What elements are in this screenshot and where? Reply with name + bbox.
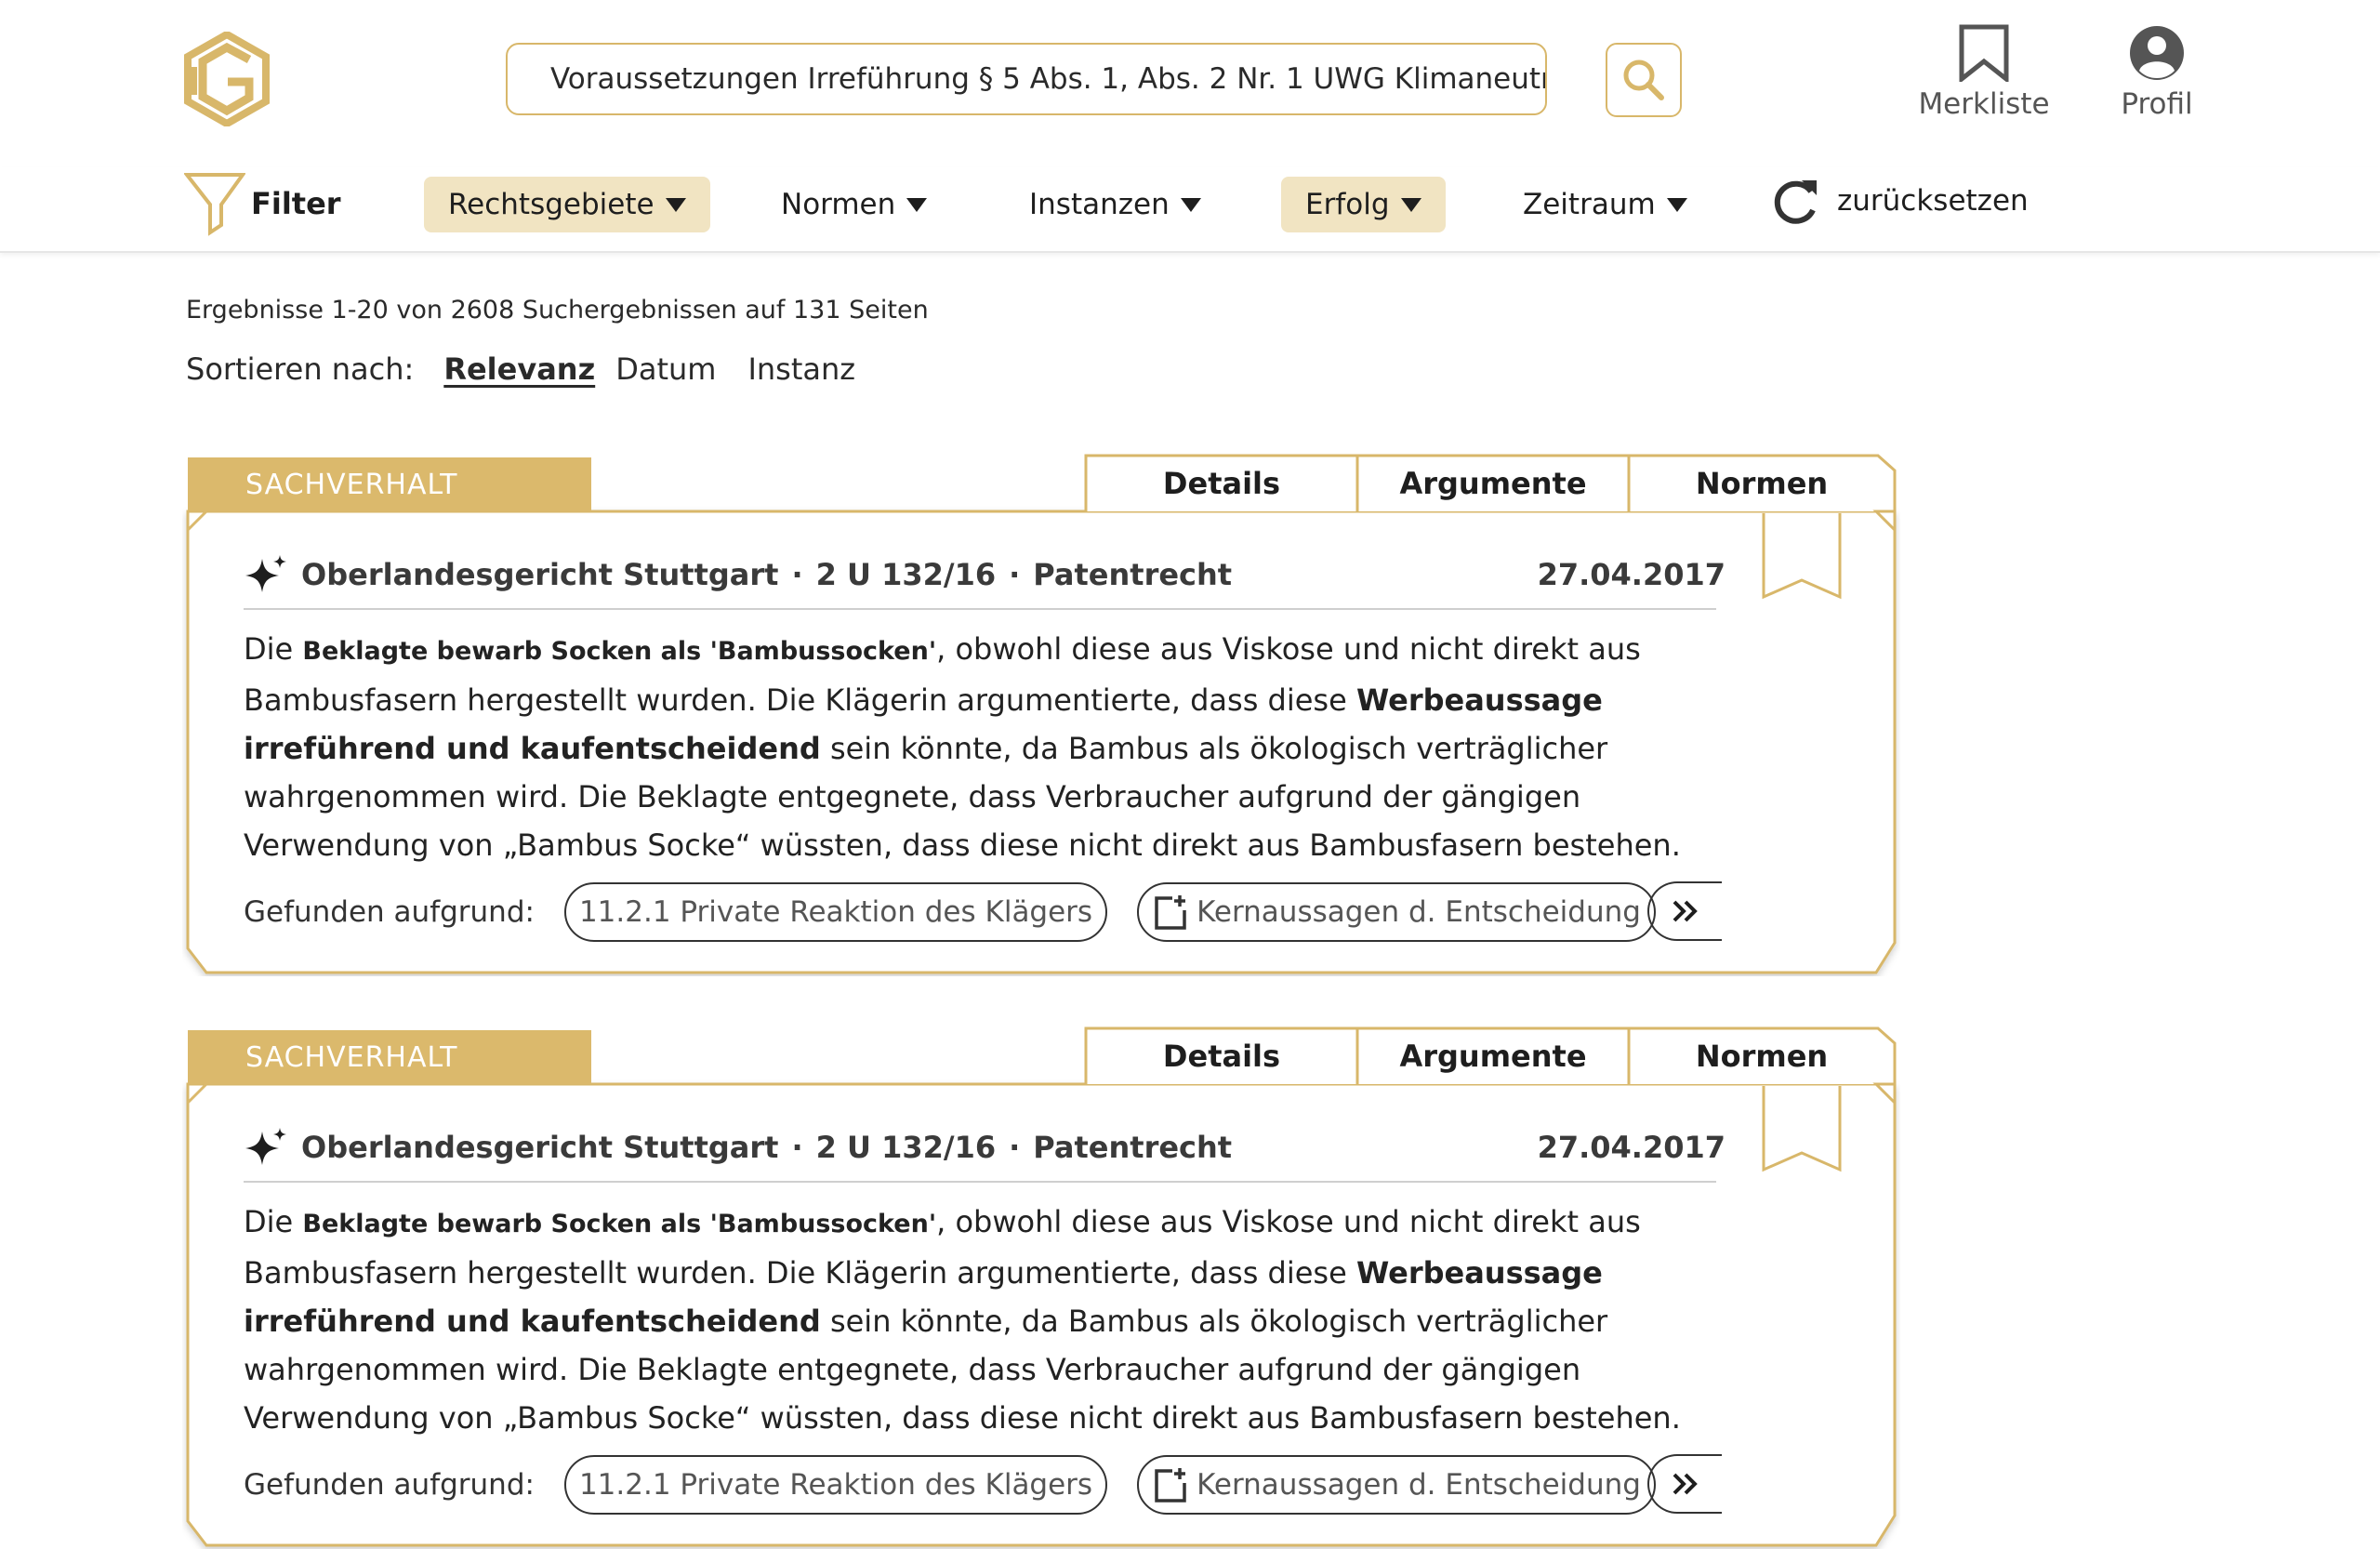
divider <box>244 1181 1716 1183</box>
tab-details[interactable]: Details <box>1162 1039 1281 1074</box>
summary-highlight: Werbeaussage irreführend und kaufentscheidend <box>244 682 1603 766</box>
more-reasons-button[interactable] <box>1647 881 1722 941</box>
chip-label: Zeitraum <box>1523 188 1656 221</box>
filter-button[interactable] <box>184 171 341 236</box>
summary-highlight: Beklagte bewarb Socken als 'Bambussocken' <box>302 1210 937 1238</box>
result-count: Ergebnisse 1-20 von 2608 Suchergebnissen auf 131 Seiten <box>186 296 929 324</box>
reason-tag-label: Kernaussagen d. Entscheidung <box>1197 895 1641 929</box>
more-reasons-button[interactable] <box>1647 1454 1722 1514</box>
case-number: 2 U 132/16 <box>815 557 997 592</box>
caret-down-icon <box>666 198 686 212</box>
summary-text: , obwohl diese aus Viskose und nicht direkt aus Bambusfasern hergestellt wurden. Die Klägerin argumentierte, dass diese <box>244 631 1641 718</box>
reset-icon <box>1770 173 1820 229</box>
summary-text: , obwohl diese aus Viskose und nicht direkt aus Bambusfasern hergestellt wurden. Die Klägerin argumentierte, dass diese <box>244 1204 1641 1291</box>
sort-label: Sortieren nach: <box>186 351 415 387</box>
tab-details[interactable]: Details <box>1162 466 1281 501</box>
summary-text: sein könnte, da Bambus als ökologisch verträglicher wahrgenommen wird. Die Beklagte entgegnete, dass Verbraucher aufgrund der gängigen Verwendung von „Bambus Socke“ wüssten, dass diese nicht direkt aus Bambusfasern bestehen. <box>244 1304 1681 1436</box>
search-bar[interactable] <box>506 43 1547 115</box>
brand-logo[interactable] <box>184 32 270 126</box>
found-reasons <box>244 881 1656 943</box>
found-label: Gefunden aufgrund: <box>244 895 535 929</box>
court-name: Oberlandesgericht Stuttgart <box>301 1130 779 1165</box>
separator-dot: · <box>791 1130 803 1165</box>
sort-option-instanz[interactable]: Instanz <box>747 351 856 387</box>
decision-date: 27.04.2017 <box>1537 557 1726 592</box>
sparkle-icon <box>244 553 288 596</box>
legal-area: Patentrecht <box>1033 557 1233 592</box>
found-reasons <box>244 1454 1656 1516</box>
result-card[interactable] <box>182 452 1900 976</box>
result-card[interactable] <box>182 1025 1900 1549</box>
double-chevron-right-icon <box>1672 899 1699 923</box>
bookmark-list-button[interactable] <box>1919 24 2049 121</box>
chip-label: Erfolg <box>1305 188 1390 221</box>
filter-chip-rechtsgebiete[interactable] <box>424 177 710 232</box>
caret-down-icon <box>1667 198 1687 212</box>
case-summary <box>244 625 1731 869</box>
sort-controls <box>186 351 855 387</box>
bookmark-list-label: Merkliste <box>1918 87 2050 121</box>
search-icon <box>1620 57 1667 103</box>
sort-option-relevanz[interactable]: Relevanz <box>443 351 596 387</box>
reset-label: zurücksetzen <box>1837 184 2029 218</box>
summary-highlight: Werbeaussage irreführend und kaufentscheidend <box>244 1255 1603 1339</box>
reason-tag-label: Kernaussagen d. Entscheidung <box>1197 1468 1641 1502</box>
decision-date: 27.04.2017 <box>1537 1130 1726 1165</box>
caret-down-icon <box>906 198 927 212</box>
summary-text: sein könnte, da Bambus als ökologisch verträglicher wahrgenommen wird. Die Beklagte entgegnete, dass Verbraucher aufgrund der gängigen Verwendung von „Bambus Socke“ wüssten, dass diese nicht direkt aus Bambusfasern bestehen. <box>244 731 1681 863</box>
reason-tag[interactable]: 11.2.1 Private Reaktion des Klägers <box>564 882 1107 942</box>
filter-chip-normen[interactable] <box>757 177 951 232</box>
filter-label: Filter <box>251 186 341 221</box>
profile-button[interactable] <box>2092 24 2222 121</box>
divider <box>244 608 1716 610</box>
reset-filters-button[interactable] <box>1770 173 2029 229</box>
chip-label: Rechtsgebiete <box>448 188 654 221</box>
case-number: 2 U 132/16 <box>815 1130 997 1165</box>
filter-chip-zeitraum[interactable] <box>1499 177 1712 232</box>
sparkle-icon <box>244 1126 288 1169</box>
caret-down-icon <box>1181 198 1201 212</box>
tab-argumente[interactable]: Argumente <box>1399 1039 1587 1074</box>
search-input[interactable] <box>550 62 1545 96</box>
reason-tag-kernaussagen[interactable] <box>1137 1455 1656 1515</box>
filter-chip-erfolg[interactable] <box>1281 177 1446 232</box>
summary-text: Die <box>244 631 303 667</box>
reason-tag-kernaussagen[interactable] <box>1137 882 1656 942</box>
double-chevron-right-icon <box>1672 1472 1699 1496</box>
separator-dot: · <box>1009 1130 1021 1165</box>
reason-tag[interactable]: 11.2.1 Private Reaktion des Klägers <box>564 1455 1107 1515</box>
legal-area: Patentrecht <box>1033 1130 1233 1165</box>
add-note-icon <box>1152 894 1189 931</box>
summary-highlight: Beklagte bewarb Socken als 'Bambussocken' <box>302 637 937 666</box>
filter-chip-instanzen[interactable] <box>1005 177 1225 232</box>
tab-sachverhalt[interactable]: SACHVERHALT <box>245 468 458 501</box>
separator-dot: · <box>1009 557 1021 592</box>
sort-option-datum[interactable]: Datum <box>615 351 717 387</box>
court-name: Oberlandesgericht Stuttgart <box>301 557 779 592</box>
tab-normen[interactable]: Normen <box>1695 1039 1829 1074</box>
tab-argumente[interactable]: Argumente <box>1399 466 1587 501</box>
found-label: Gefunden aufgrund: <box>244 1468 535 1502</box>
case-summary <box>244 1198 1731 1442</box>
separator-dot: · <box>791 557 803 592</box>
funnel-icon <box>184 171 245 236</box>
search-button[interactable] <box>1606 43 1682 117</box>
profile-icon <box>2128 24 2186 82</box>
tab-sachverhalt[interactable]: SACHVERHALT <box>245 1040 458 1074</box>
chip-label: Instanzen <box>1029 188 1170 221</box>
bookmark-icon <box>1958 24 2010 82</box>
caret-down-icon <box>1401 198 1421 212</box>
add-note-icon <box>1152 1466 1189 1503</box>
tab-normen[interactable]: Normen <box>1695 466 1829 501</box>
summary-text: Die <box>244 1204 303 1239</box>
profile-label: Profil <box>2121 87 2193 121</box>
chip-label: Normen <box>781 188 896 221</box>
